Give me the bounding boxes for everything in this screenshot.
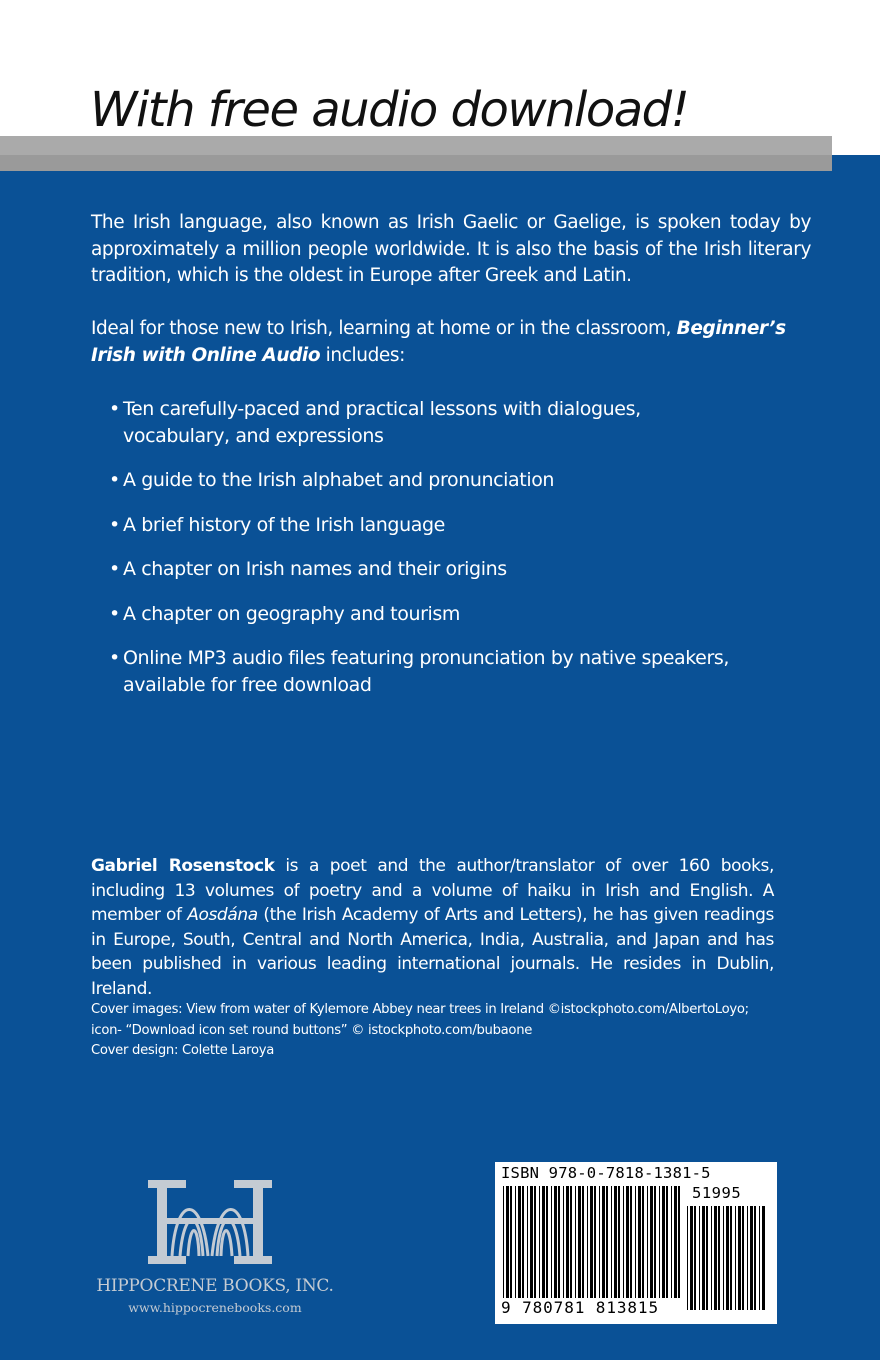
feature-text: Online MP3 audio files featuring pronunciation by native speakers, available for free download <box>123 647 730 696</box>
credit-line: Cover design: Colette Laroya <box>91 1043 275 1058</box>
barcode-bar <box>674 1186 677 1298</box>
barcode-bar <box>530 1186 533 1298</box>
barcode-bar <box>702 1206 705 1310</box>
barcode-bar <box>582 1186 584 1298</box>
barcode-bar <box>522 1186 524 1298</box>
barcode-bar <box>759 1206 760 1310</box>
feature-item <box>109 467 749 494</box>
ideal-paragraph <box>91 316 813 369</box>
barcode-bar <box>723 1206 724 1310</box>
cover-credits <box>91 1000 791 1062</box>
headline: With free audio download! <box>90 82 689 138</box>
ideal-text-after: includes: <box>325 344 405 366</box>
barcode-bar <box>515 1186 516 1298</box>
author-bio-text-1: is a poet and the author/translator of over 160 books, including 13 volumes of poetry and a volume of haiku in Irish and English. A member of <box>91 856 774 925</box>
barcode-bar <box>706 1206 708 1310</box>
feature-text: A brief history of the Irish language <box>123 513 445 536</box>
barcode-bar <box>623 1186 624 1310</box>
ideal-text-before: Ideal for those new to Irish, learning at home or in the classroom, <box>91 318 672 339</box>
barcode-bar <box>599 1186 600 1298</box>
feature-text: Ten carefully-paced and practical lessons with dialogues, vocabulary, and expressions <box>123 398 641 447</box>
ean-digits: 9 780781 813815 <box>501 1298 659 1317</box>
barcode-bar <box>602 1186 605 1298</box>
barcode-bar <box>635 1186 636 1298</box>
barcode-bar <box>506 1186 509 1310</box>
barcode-bar <box>730 1206 732 1310</box>
book-title: Beginner’s Irish with Online Audio <box>91 318 786 366</box>
barcode-bar <box>594 1186 596 1298</box>
barcode-bar <box>671 1186 672 1298</box>
barcode-bar <box>687 1206 688 1310</box>
barcode-bar <box>558 1186 560 1298</box>
barcode-bar <box>539 1186 540 1298</box>
feature-text: A guide to the Irish alphabet and pronunciation <box>123 469 555 491</box>
barcode-bar <box>542 1186 545 1298</box>
barcode-bar <box>726 1206 729 1310</box>
gray-stripe-highlight <box>0 136 832 155</box>
publisher-website: www.hippocrenebooks.com <box>128 1300 302 1315</box>
gray-stripe-band <box>0 136 832 171</box>
barcode-bar <box>678 1186 680 1298</box>
barcode-bar <box>638 1186 641 1298</box>
barcode-bar <box>578 1186 581 1298</box>
barcode-bar <box>659 1186 660 1298</box>
barcode-bar <box>662 1186 665 1298</box>
barcode-bar <box>735 1206 736 1310</box>
feature-item <box>109 396 749 449</box>
author-org: Aosdána <box>187 905 258 925</box>
barcode-bar <box>714 1206 717 1310</box>
publisher-logo <box>90 1180 340 1330</box>
barcode-bar <box>690 1206 693 1310</box>
barcode-bar <box>618 1186 620 1298</box>
intro-paragraph: The Irish language, also known as Irish Gaelic or Gaelige, is spoken today by approximately a million people worldwide. It is also the basis of the Irish literary tradition, which is the oldest in Europe after Greek and Latin. <box>91 212 811 286</box>
barcode-bar <box>650 1186 653 1298</box>
bullet-icon: • <box>109 398 120 420</box>
barcode-bar <box>750 1206 753 1310</box>
author-bio-text-2: (the Irish Academy of Arts and Letters), he has given readings in Europe, South, Central and North America, India, Australia, and Japan and has been published in various leading international journals. He resides in Dublin, Ireland. <box>91 905 774 999</box>
barcode-bar <box>518 1186 521 1298</box>
author-name: Gabriel Rosenstock <box>91 856 275 876</box>
credit-line: icon- “Download icon set round buttons” © istockphoto.com/bubaone <box>91 1022 533 1038</box>
barcode-bar <box>747 1206 748 1310</box>
barcode-bar <box>718 1206 720 1310</box>
bullet-icon: • <box>109 513 120 536</box>
barcode-bar <box>527 1186 528 1298</box>
bullet-icon: • <box>109 469 120 491</box>
barcode-bar <box>566 1186 569 1298</box>
feature-list <box>109 396 749 716</box>
barcode-bar <box>647 1186 648 1298</box>
author-bio <box>91 854 774 1001</box>
barcode-bar <box>587 1186 588 1298</box>
barcode-bar <box>762 1206 765 1310</box>
credit-line: Cover images: View from water of Kylemore Abbey near trees in Ireland ©istockphoto.com/AlbertoLoyo; <box>91 1002 749 1017</box>
bullet-icon: • <box>109 558 120 580</box>
barcode-bar <box>654 1186 656 1298</box>
barcode-bar <box>711 1206 712 1310</box>
feature-text: A chapter on geography and tourism <box>123 602 461 625</box>
publisher-name: HIPPOCRENE BOOKS, INC. <box>96 1276 334 1296</box>
barcode-bar <box>546 1186 548 1298</box>
barcode-bar <box>738 1206 741 1310</box>
barcode-bar <box>694 1206 696 1310</box>
bullet-icon: • <box>109 647 120 669</box>
isbn-barcode <box>495 1162 777 1324</box>
ean-barcode-bars <box>503 1186 683 1310</box>
barcode-bar <box>554 1186 557 1298</box>
barcode-bar <box>754 1206 756 1310</box>
feature-item <box>109 645 749 698</box>
feature-text: A chapter on Irish names and their origins <box>123 558 507 580</box>
barcode-bar <box>630 1186 632 1298</box>
bullet-icon: • <box>109 602 120 625</box>
hippocrene-logo-icon <box>148 1180 272 1264</box>
barcode-bar <box>642 1186 644 1298</box>
barcode-bar <box>699 1206 700 1310</box>
price-barcode-bars <box>687 1206 767 1310</box>
barcode-bar <box>614 1186 617 1298</box>
barcode-bar <box>606 1186 608 1298</box>
barcode-bar <box>534 1186 536 1298</box>
price-code: 51995 <box>692 1184 742 1202</box>
isbn-text: ISBN 978-0-7818-1381-5 <box>501 1164 711 1182</box>
barcode-bar <box>510 1186 512 1298</box>
barcode-bar <box>666 1186 668 1298</box>
barcode-bar <box>611 1186 612 1298</box>
barcode-bar <box>570 1186 572 1298</box>
barcode-bar <box>575 1186 576 1298</box>
feature-item <box>109 512 749 539</box>
barcode-bar <box>590 1186 593 1298</box>
barcode-bar <box>742 1206 744 1310</box>
barcode-bar <box>563 1186 564 1298</box>
feature-item <box>109 601 749 628</box>
barcode-bar <box>503 1186 504 1310</box>
barcode-bar <box>551 1186 552 1298</box>
barcode-bar <box>626 1186 629 1310</box>
feature-item <box>109 556 749 583</box>
